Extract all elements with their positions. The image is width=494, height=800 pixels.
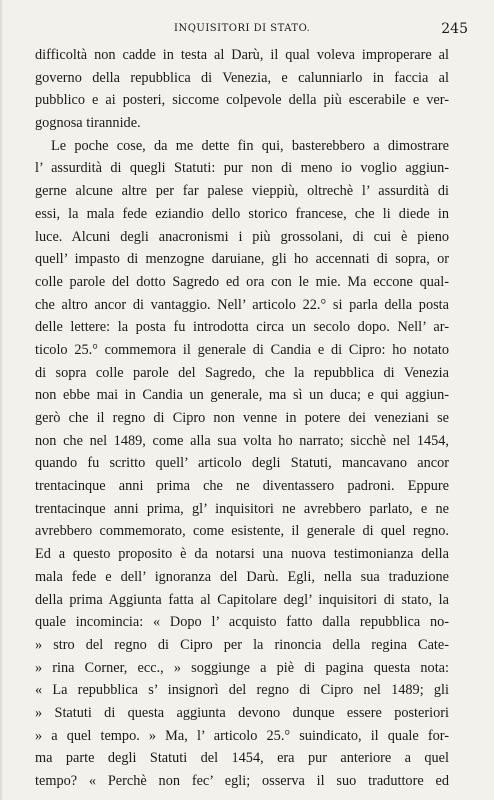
text-line: l’ assurdità di quegli Statuti: pur non di meno io voglio aggiun- bbox=[35, 160, 449, 177]
text-line: gerò che il regno di Cipro non venne in potere dei veneziani se bbox=[35, 410, 449, 426]
text-line: tempo? « Perchè non fec’ egli; osserva il suo traduttore ed bbox=[35, 773, 449, 789]
text-line: avrebbero commemorato, come esistente, il generale di quel regno. bbox=[35, 523, 449, 540]
text-line: quell’ impasto di menzogne daruiane, gli ho accennati di sopra, or bbox=[35, 251, 449, 268]
text-line: non ebbe mai in Candia un generale, ma sì un duca; e qui aggiun- bbox=[35, 387, 449, 404]
text-line: gerne alcune altre per far palese vieppiù, oltrechè l’ assurdità di bbox=[35, 183, 449, 200]
text-line: ma parte degli Statuti del 1454, era pur anteriore a quel bbox=[35, 750, 449, 767]
scan-edge bbox=[0, 0, 3, 800]
text-line: pubblico e ai posteri, siccome colpevole della più escerabile e ver- bbox=[35, 92, 449, 109]
text-line: Ed a questo proposito è da notarsi una nuova testimonianza della bbox=[35, 546, 449, 563]
text-line: « La repubblica s’ insignorì del regno di Cipro nel 1489; gli bbox=[35, 682, 449, 699]
text-line: trentacinque anni prima che ne diventassero padroni. Eppure bbox=[35, 478, 449, 495]
text-line: colle parole del dotto Sagredo ed ora con le mie. Ma eccone qual- bbox=[35, 273, 449, 290]
text-line: mala fede e dell’ ignoranza del Darù. Egli, nella sua traduzione bbox=[35, 568, 449, 585]
running-head: INQUISITORI DI STATO. bbox=[174, 23, 311, 34]
text-line: della prima Aggiunta fatta al Capitolare degl’ inquisitori di stato, la bbox=[35, 591, 449, 608]
text-line: difficoltà non cadde in testa al Darù, il qual voleva improperare al bbox=[35, 47, 449, 63]
text-line: quando fu scritto quell’ articolo degli Statuti, mancavano ancor bbox=[35, 455, 449, 472]
text-line: » rina Corner, ecc., » soggiunge a piè di pagina questa nota: bbox=[35, 659, 449, 676]
text-line: Le poche cose, da me dette fin qui, basterebbero a dimostrare bbox=[51, 137, 449, 154]
text-line: essi, la mala fede eziandio dello storico francese, che li diede in bbox=[35, 205, 449, 222]
text-line: » stro del regno di Cipro per la rinoncia della regina Cate- bbox=[35, 636, 449, 653]
text-line: governo della repubblica di Venezia, e calunniarlo in faccia al bbox=[35, 69, 449, 86]
text-line: luce. Alcuni degli anacronismi i più grossolani, di cui è pieno bbox=[35, 228, 449, 245]
text-line: che altro ancor di vantaggio. Nell’ articolo 22.° si parla della posta bbox=[35, 296, 449, 313]
page-number: 245 bbox=[441, 21, 468, 37]
text-line: quale incomincia: « Dopo l’ acquisto fatto dalla repubblica no- bbox=[35, 614, 449, 631]
text-line: trentacinque anni prima, gl’ inquisitori ne avrebbero parlato, e ne bbox=[35, 500, 449, 517]
text-line: non che nel 1489, come alla sua volta ho narrato; sicchè nel 1454, bbox=[35, 432, 449, 449]
text-line: ticolo 25.° commemora il generale di Candia e di Cipro: ho notato bbox=[35, 341, 449, 358]
text-line: delle lettere: la posta fu introdotta circa un secolo dopo. Nell’ ar- bbox=[35, 319, 449, 336]
text-line: » a quel tempo. » Ma, l’ articolo 25.° suindicato, il quale for- bbox=[35, 727, 449, 744]
page-header bbox=[34, 21, 468, 39]
body-text bbox=[35, 44, 449, 793]
text-line: gognosa tirannide. bbox=[35, 115, 141, 132]
text-line: » Statuti di questa aggiunta devono dunque essere posteriori bbox=[35, 704, 449, 721]
text-line: di sopra colle parole del Sagredo, che la repubblica di Venezia bbox=[35, 364, 449, 381]
